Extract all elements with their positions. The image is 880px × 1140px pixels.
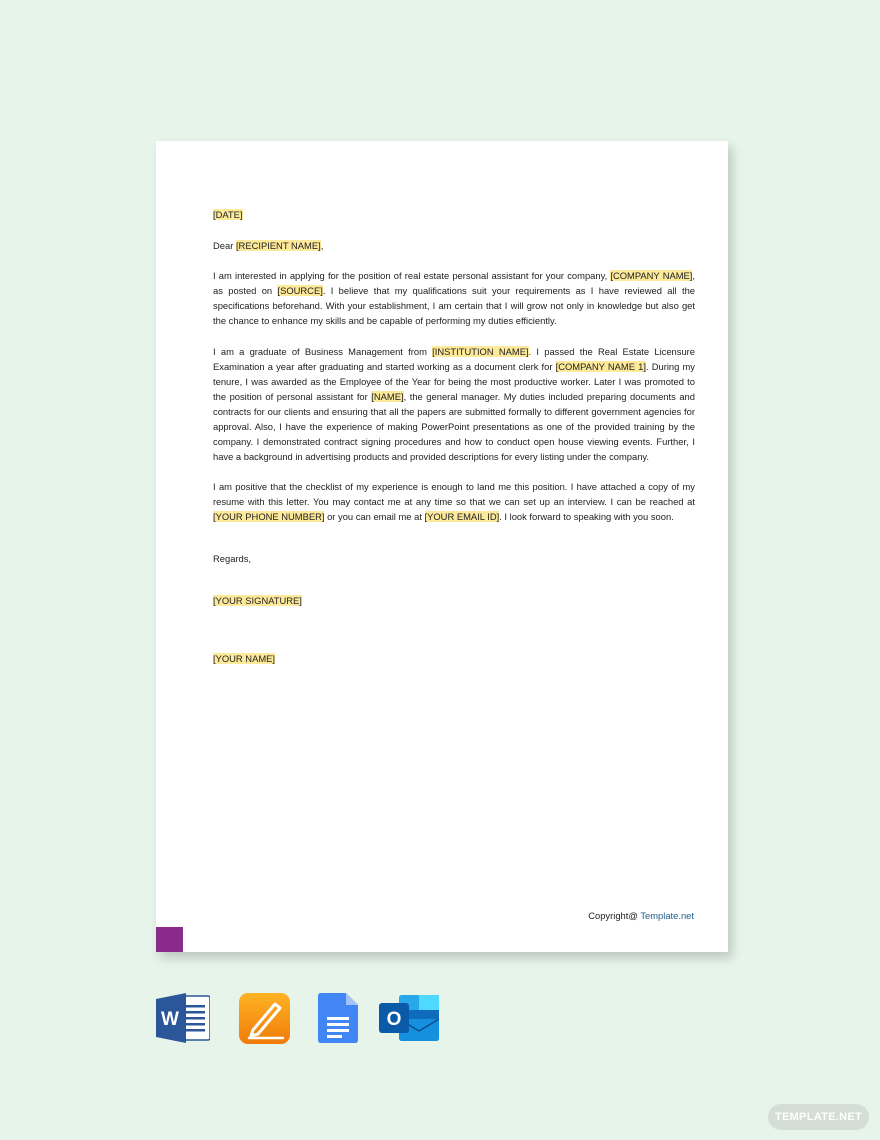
phone-placeholder: [YOUR PHONE NUMBER] <box>213 511 325 522</box>
recipient-placeholder: [RECIPIENT NAME] <box>235 239 321 251</box>
template-net-watermark: TEMPLATE.NET <box>768 1104 869 1130</box>
institution-placeholder: [INSTITUTION NAME] <box>432 345 529 357</box>
microsoft-word-icon[interactable] <box>156 993 210 1043</box>
letter-signature <box>213 593 695 608</box>
outlook-letter: O <box>386 1009 402 1030</box>
your-name-placeholder: [YOUR NAME] <box>213 653 275 664</box>
google-docs-icon[interactable] <box>318 993 358 1043</box>
paragraph-2: I am a graduate of Business Management from [INSTITUTION NAME]. I passed the Real Estate Licensure Examination a year after graduating and started working as a document clerk for [COMPANY NAME 1]. During my tenure, I was awarded as the Employee of the Year for being the most productive worker. Later I was promoted to the position of personal assistant for [NAME], the general manager. My duties included preparing documents and contracts for our clients and ensuring that all the papers are submitted formally to different government agencies for approval. Also, I have the experience of making PowerPoint presentations as one of the provided training by the company. I demonstrated contract signing procedures and how to conduct open house viewing events. Further, I have a background in advertising products and provided descriptions for every listing under the company. <box>213 345 695 462</box>
paragraph-3: I am positive that the checklist of my experience is enough to land me this position. I have attached a copy of my resume with this letter. You may contact me at any time so that we can set up an interview. I can be reached at [YOUR PHONE NUMBER] or you can email me at [YOUR EMAIL ID]. I look forward to speaking with you soon. <box>213 481 695 522</box>
copyright-text: Copyright@ Template.net <box>588 910 694 921</box>
word-letter: W <box>161 1009 179 1030</box>
copyright-link[interactable]: Template.net <box>640 910 694 921</box>
company-placeholder: [COMPANY NAME] <box>610 270 693 281</box>
letter-body <box>213 207 695 682</box>
letter-page <box>156 141 728 952</box>
source-placeholder: [SOURCE] <box>277 285 323 296</box>
letter-date <box>213 207 695 222</box>
microsoft-outlook-icon[interactable] <box>379 993 439 1043</box>
paragraph-1: I am interested in applying for the position of real estate personal assistant for your company, [COMPANY NAME], as posted on [SOURCE]. I believe that my qualifications suit your requirements as I have reviewed all the specifications beforehand. With your establishment, I am certain that I will grow not only in knowledge but also get the chance to enhance my skills and be capable of performing my duties efficiently. <box>213 270 696 326</box>
email-placeholder: [YOUR EMAIL ID] <box>424 511 500 522</box>
apple-pages-icon[interactable] <box>239 993 290 1044</box>
company1-placeholder: [COMPANY NAME 1] <box>555 360 646 372</box>
letter-greeting: Dear [RECIPIENT NAME], <box>213 239 324 251</box>
signature-placeholder: [YOUR SIGNATURE] <box>213 595 302 606</box>
corner-accent <box>156 927 183 952</box>
letter-your-name <box>213 651 695 666</box>
date-placeholder: [DATE] <box>213 209 243 220</box>
letter-closing: Regards, <box>213 553 252 564</box>
name-placeholder: [NAME] <box>371 390 404 402</box>
